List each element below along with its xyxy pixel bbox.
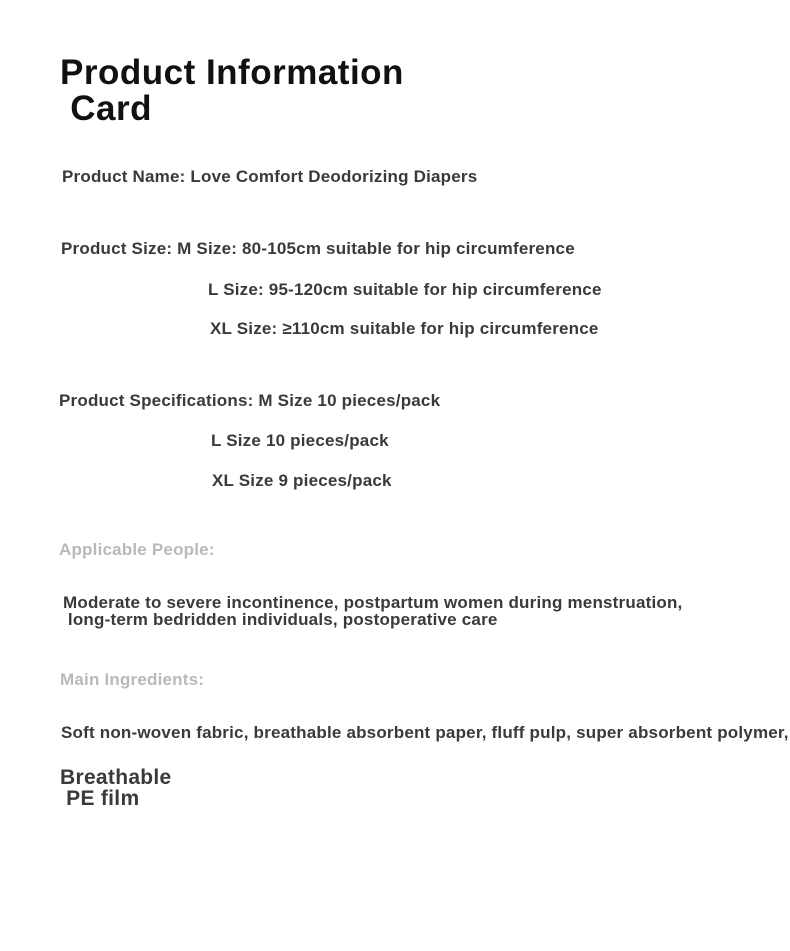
product-size-m: Product Size: M Size: 80-105cm suitable for hip circumference [61, 239, 575, 258]
specs-l: L Size 10 pieces/pack [211, 431, 389, 450]
main-ingredients-label: Main Ingredients: [60, 670, 205, 689]
product-size-l: L Size: 95-120cm suitable for hip circumference [208, 280, 602, 299]
product-size-xl: XL Size: ≥110cm suitable for hip circumference [210, 319, 599, 338]
specs-xl: XL Size 9 pieces/pack [212, 471, 392, 490]
page-title: Product Information Card [60, 53, 404, 128]
applicable-people-text: Moderate to severe incontinence, postpartum women during menstruation, long-term bedridden individuals, postoperative care [63, 593, 683, 629]
main-ingredients-tail: Breathable PE film [60, 766, 172, 810]
specs-m: Product Specifications: M Size 10 pieces/pack [59, 391, 441, 410]
main-ingredients-text: Soft non-woven fabric, breathable absorbent paper, fluff pulp, super absorbent polymer, [61, 723, 789, 742]
product-name: Product Name: Love Comfort Deodorizing Diapers [62, 167, 478, 186]
applicable-people-label: Applicable People: [59, 540, 215, 559]
